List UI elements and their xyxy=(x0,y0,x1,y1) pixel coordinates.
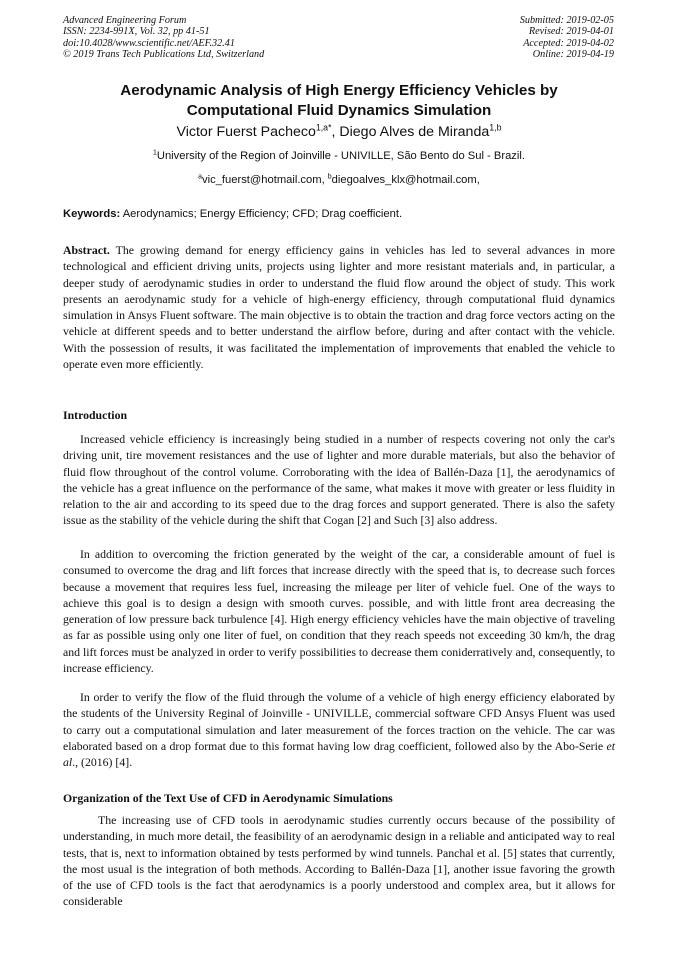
affiliation-text: University of the Region of Joinville - UNIVILLE, São Bento do Sul - Brazil. xyxy=(156,150,525,162)
author-2-affiliation-mark: 1,b xyxy=(489,122,502,133)
author-separator: , xyxy=(331,124,340,140)
author-1: Victor Fuerst Pacheco xyxy=(176,124,316,140)
journal-info xyxy=(63,15,264,61)
email-mark-a: a xyxy=(198,173,203,181)
intro-paragraph-1: Increased vehicle efficiency is increasingly being studied in a number of respects covering not only the car's driving unit, tire movement resistances and the use of lighter and more durable materials, but also the behavior of fluid flow throughout of the control volume. Corroborating with the idea of Ballén-Daza [1], the aerodynamics of the vehicle has a great influence on the performance of the same, what makes it move with greater or less fluidity in relation to the air and according to its speed due to the drag forces and support generated. There is also the safety issue as the stability of the vehicle during the shift that Cogan [2] and Such [3] also address. xyxy=(63,432,615,528)
keywords-label: Keywords: xyxy=(63,208,121,220)
date-revised: Revised: 2019-04-01 xyxy=(528,26,614,38)
date-online: Online: 2019-04-19 xyxy=(532,49,614,61)
publication-dates xyxy=(520,15,614,61)
title-line-2: Computational Fluid Dynamics Simulation xyxy=(186,101,492,119)
abstract-label: Abstract. xyxy=(63,243,110,257)
author-list xyxy=(40,123,638,141)
journal-name: Advanced Engineering Forum xyxy=(63,15,187,26)
intro-paragraph-3-text: In order to verify the flow of the fluid through the volume of a vehicle of high energy efficiency elaborated by the students of the University Reginal of Joinville - UNIVILLE, commercial software CFD Ansys Fluent was used to carry out a computational simulation and later measurement of the forces traction on the vehicle. The car was elaborated based on a drop format due to this format having low drag coefficient, followed also by the Abo-Serie xyxy=(63,690,615,753)
email-b: diegoalves_klx@hotmail.com, xyxy=(331,174,480,186)
keywords-text: Aerodynamics; Energy Efficiency; CFD; Drag coefficient. xyxy=(120,208,403,220)
affiliation xyxy=(40,149,638,163)
abstract xyxy=(63,242,615,372)
journal-copyright: © 2019 Trans Tech Publications Ltd, Switzerland xyxy=(63,49,265,61)
paper-title xyxy=(40,81,638,120)
email-a: vic_fuerst@hotmail.com, xyxy=(202,174,328,186)
keywords xyxy=(63,207,402,221)
intro-paragraph-3-citation: ., (2016) [4]. xyxy=(72,755,133,769)
author-2: Diego Alves de Miranda xyxy=(339,124,490,140)
abstract-text: The growing demand for energy efficiency gains in vehicles has led to several advances in more technological and efficient driving units, projects using lighter and more resistant materials and, in particular, a deeper study of aerodynamic studies in order to understand the fluid flow around the object of study. This work presents an aerodynamic study for a vehicle of high-energy efficiency, through computational fluid dynamics simulation in Ansys Fluent software. The main objective is to obtain the traction and drag force vectors acting on the vehicle at different speeds and to better understand the airflow before, during and after contact with the vehicle. With the possession of results, it was facilitated the implementation of improvements that enabled the vehicle to operate even more efficiently. xyxy=(63,243,615,371)
author-1-affiliation-mark: 1,a* xyxy=(315,122,332,133)
journal-issn: ISSN: 2234-991X, Vol. 32, pp 41-51 xyxy=(63,26,210,38)
author-emails xyxy=(40,173,638,187)
organization-paragraph-1: The increasing use of CFD tools in aerodynamic studies currently occurs because of the possibility of understanding, in much more detail, the feasibility of an aerodynamic design in a reliable and anticipated way to real tests, that is, next to information obtained by tests performed by wind tunnels. Panchal et al. [5] states that currently, the most usual is the integration of both methods. According to Ballén-Daza [1], another issue favoring the growth of the use of CFD tools is the fact that aerodynamics is a poorly understood and complex area, but it allows for considerable xyxy=(63,813,615,909)
journal-doi: doi:10.4028/www.scientific.net/AEF.32.41 xyxy=(63,37,235,49)
intro-paragraph-2: In addition to overcoming the friction generated by the weight of the car, a considerable amount of fuel is consumed to overcome the drag and lift forces that increase directly with the speed that is, to decrease such forces because a movement that requires less fuel, increasing the mileage per liter of vehicle fuel. One of the ways to achieve this goal is to design a design with smooth curves. possible, and with little front area decreasing the generation of low pressure back turbulence [4]. High energy efficiency vehicles have the main objective of traveling as far as possible using only one liter of fuel, on condition that they reach speeds not exceeding 30 km/h, the drag and lift forces must be analyzed in order to verify possibilities to decrease them coniderratively and, consequently, to increase efficiency. xyxy=(63,547,615,675)
email-mark-b: b xyxy=(327,173,332,181)
affiliation-mark: 1 xyxy=(153,149,157,157)
section-heading-organization: Organization of the Text Use of CFD in Aerodynamic Simulations xyxy=(63,791,393,805)
date-accepted: Accepted: 2019-04-02 xyxy=(523,37,614,49)
intro-paragraph-3-etal: et al xyxy=(63,738,615,769)
title-line-1: Aerodynamic Analysis of High Energy Efficiency Vehicles by xyxy=(120,82,558,99)
intro-paragraph-3 xyxy=(63,689,615,770)
section-heading-introduction: Introduction xyxy=(63,408,128,422)
date-submitted: Submitted: 2019-02-05 xyxy=(519,15,614,26)
